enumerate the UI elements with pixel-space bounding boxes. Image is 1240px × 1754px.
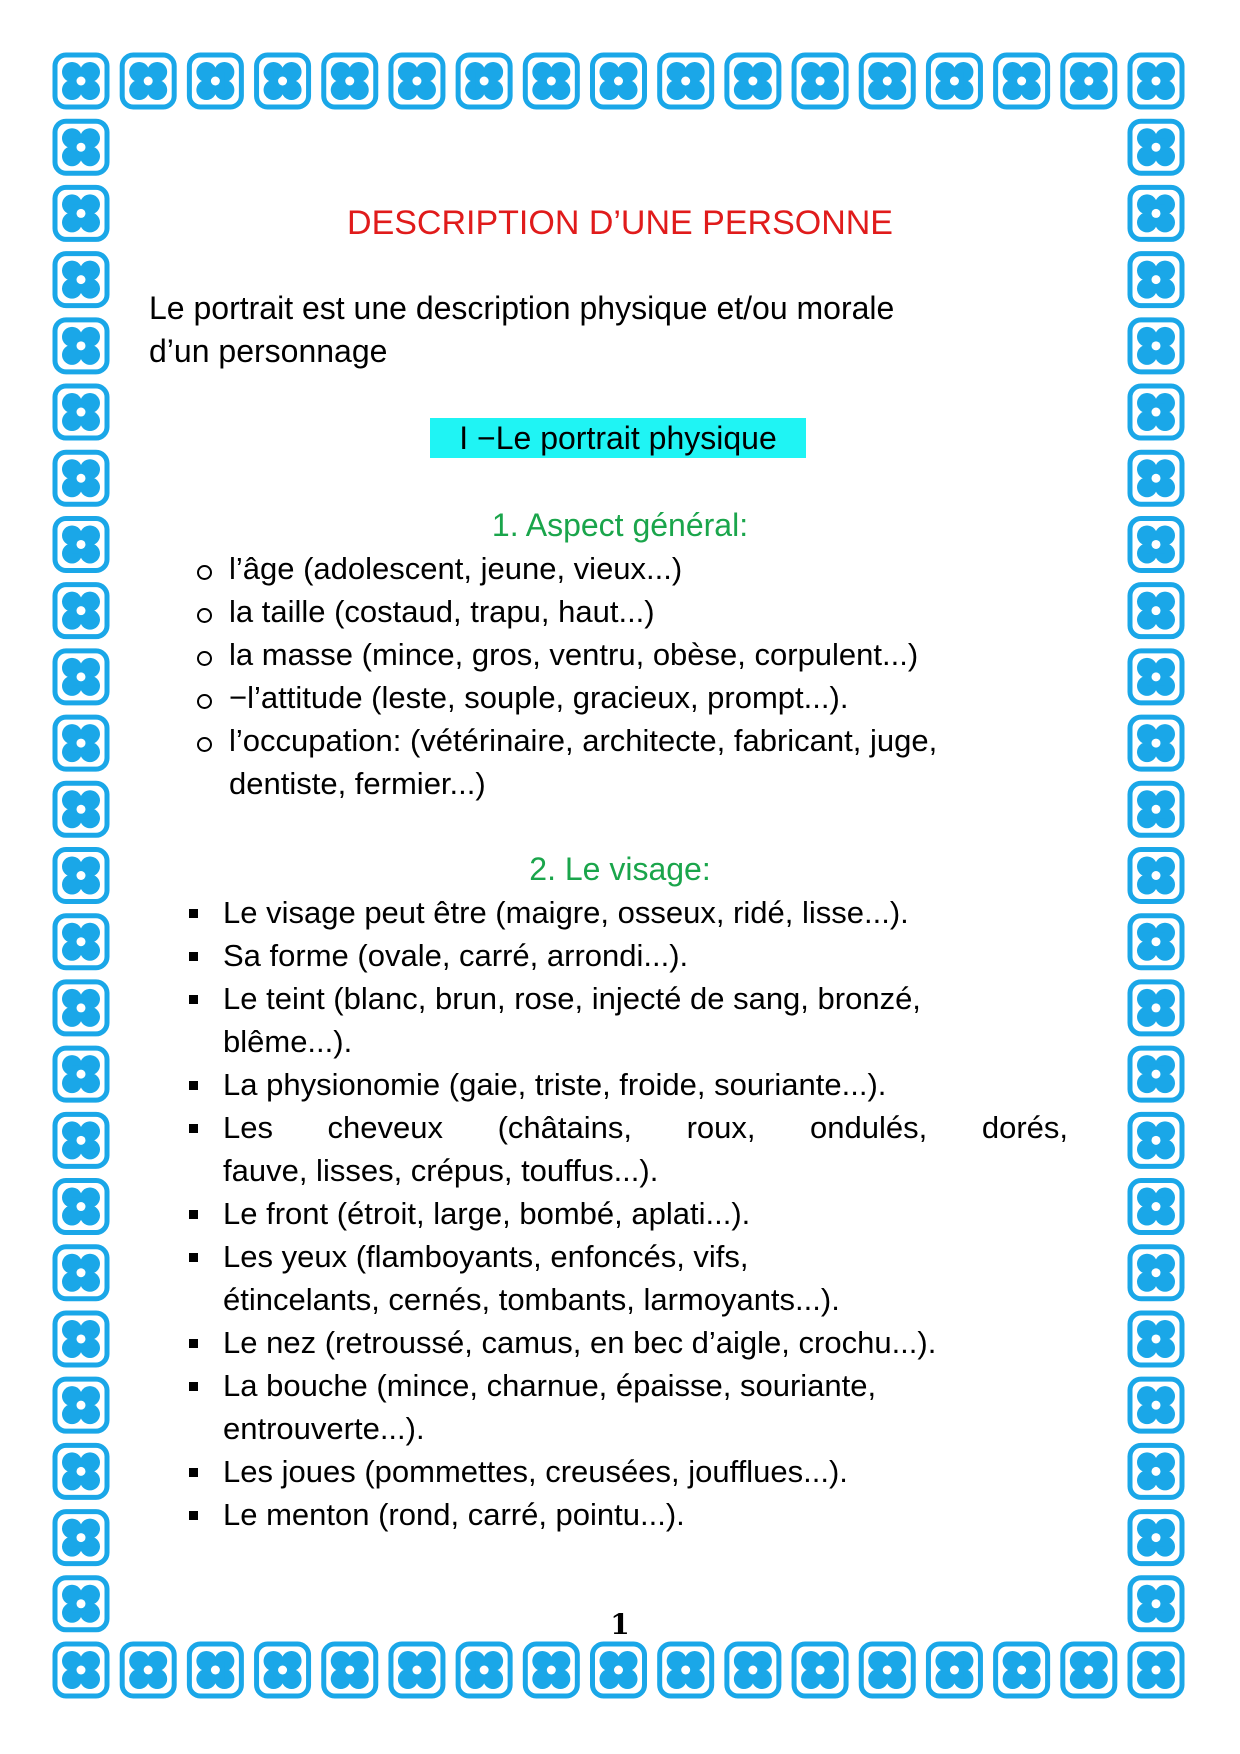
square-bullet-icon: [189, 952, 198, 961]
flower-tile-icon: [660, 1644, 712, 1696]
flower-tile-icon: [257, 1644, 309, 1696]
flower-tile-icon: [593, 1644, 645, 1696]
square-bullet-icon: [189, 1081, 198, 1090]
flower-tile-icon: [1130, 783, 1182, 835]
flower-tile-icon: [391, 55, 443, 107]
flower-tile-icon: [727, 55, 779, 107]
flower-tile-icon: [55, 320, 107, 372]
flower-tile-icon: [55, 783, 107, 835]
list-item-line: La bouche (mince, charnue, épaisse, souriante,: [223, 1368, 877, 1403]
list-item-line: Le nez (retroussé, camus, en bec d’aigle, crochu...).: [223, 1325, 937, 1360]
intro-line-2: d’un personnage: [149, 333, 388, 369]
flower-tile-icon: [1130, 386, 1182, 438]
flower-tile-icon: [593, 55, 645, 107]
square-bullet-icon: [189, 1382, 198, 1391]
flower-tile-icon: [189, 55, 241, 107]
flower-tile-icon: [1130, 1114, 1182, 1166]
flower-tile-icon: [55, 55, 107, 107]
flower-tile-icon: [189, 1644, 241, 1696]
circle-bullet-icon: [197, 694, 212, 709]
flower-tile-icon: [458, 55, 510, 107]
intro-line-1: Le portrait est une description physique et/ou morale: [149, 290, 895, 326]
square-bullet-icon: [189, 995, 198, 1004]
flower-tile-icon: [55, 452, 107, 504]
flower-tile-icon: [1130, 1644, 1182, 1696]
list-item-line: Les joues (pommettes, creusées, joufflues...).: [223, 1454, 848, 1489]
square-bullet-icon: [189, 1339, 198, 1348]
flower-tile-icon: [1130, 1379, 1182, 1431]
flower-tile-icon: [1130, 916, 1182, 968]
flower-tile-icon: [1130, 982, 1182, 1034]
list-item-line: −l’attitude (leste, souple, gracieux, prompt...).: [229, 680, 849, 715]
flower-tile-icon: [55, 1512, 107, 1564]
list-item-line: Sa forme (ovale, carré, arrondi...).: [223, 938, 689, 973]
square-bullet-icon: [189, 1253, 198, 1262]
flower-tile-icon: [1130, 1512, 1182, 1564]
list-item-line: Les cheveux (châtains, roux, ondulés, dorés,: [223, 1110, 1068, 1145]
flower-tile-icon: [794, 1644, 846, 1696]
list-item-line: Le menton (rond, carré, pointu...).: [223, 1497, 685, 1532]
flower-tile-icon: [660, 55, 712, 107]
list-item-line: l’âge (adolescent, jeune, vieux...): [229, 551, 683, 586]
flower-tile-icon: [122, 1644, 174, 1696]
square-bullet-icon: [189, 1511, 198, 1520]
flower-tile-icon: [1130, 55, 1182, 107]
flower-tile-icon: [324, 1644, 376, 1696]
flower-tile-icon: [861, 55, 913, 107]
flower-tile-icon: [55, 1048, 107, 1100]
list-item-line: la taille (costaud, trapu, haut...): [229, 594, 655, 629]
flower-tile-icon: [1130, 320, 1182, 372]
flower-tile-icon: [55, 386, 107, 438]
list-item-line: Les yeux (flamboyants, enfoncés, vifs,: [223, 1239, 749, 1274]
list-item-line: Le visage peut être (maigre, osseux, ridé, lisse...).: [223, 895, 909, 930]
flower-tile-icon: [55, 1247, 107, 1299]
flower-tile-icon: [1130, 1181, 1182, 1233]
flower-tile-icon: [55, 1379, 107, 1431]
list-item-line: étincelants, cernés, tombants, larmoyants...).: [223, 1282, 840, 1317]
flower-tile-icon: [1130, 585, 1182, 637]
flower-tile-icon: [55, 982, 107, 1034]
flower-tile-icon: [928, 1644, 980, 1696]
flower-tile-icon: [55, 1445, 107, 1497]
flower-tile-icon: [1063, 1644, 1115, 1696]
list-item-line: dentiste, fermier...): [229, 766, 486, 801]
circle-bullet-icon: [197, 651, 212, 666]
flower-tile-icon: [55, 1313, 107, 1365]
list-item-line: la masse (mince, gros, ventru, obèse, corpulent...): [229, 637, 919, 672]
flower-tile-icon: [794, 55, 846, 107]
flower-tile-icon: [391, 1644, 443, 1696]
flower-tile-icon: [525, 1644, 577, 1696]
circle-bullet-icon: [197, 737, 212, 752]
circle-bullet-icon: [197, 608, 212, 623]
list-item-line: blême...).: [223, 1024, 353, 1059]
flower-tile-icon: [727, 1644, 779, 1696]
flower-tile-icon: [861, 1644, 913, 1696]
flower-tile-icon: [996, 1644, 1048, 1696]
flower-tile-icon: [1130, 254, 1182, 306]
subheading-aspect-general: 1. Aspect général:: [491, 507, 749, 543]
square-bullet-icon: [189, 909, 198, 918]
flower-tile-icon: [1063, 55, 1115, 107]
page-title: DESCRIPTION D’UNE PERSONNE: [347, 204, 893, 242]
square-bullet-icon: [189, 1124, 198, 1133]
flower-tile-icon: [55, 1114, 107, 1166]
flower-tile-icon: [1130, 1313, 1182, 1365]
flower-tile-icon: [1130, 1048, 1182, 1100]
flower-tile-icon: [525, 55, 577, 107]
flower-tile-icon: [55, 651, 107, 703]
list-item-line: Le teint (blanc, brun, rose, injecté de sang, bronzé,: [223, 981, 921, 1016]
list-item-line: La physionomie (gaie, triste, froide, souriante...).: [223, 1067, 887, 1102]
subheading-visage: 2. Le visage:: [529, 851, 711, 887]
list-item-line: l’occupation: (vétérinaire, architecte, fabricant, juge,: [229, 723, 938, 758]
flower-tile-icon: [1130, 717, 1182, 769]
flower-tile-icon: [458, 1644, 510, 1696]
flower-tile-icon: [55, 717, 107, 769]
list-item-line: entrouverte...).: [223, 1411, 425, 1446]
flower-tile-icon: [1130, 121, 1182, 173]
square-bullet-icon: [189, 1210, 198, 1219]
flower-tile-icon: [996, 55, 1048, 107]
flower-tile-icon: [1130, 452, 1182, 504]
flower-tile-icon: [1130, 1445, 1182, 1497]
circle-bullet-icon: [197, 565, 212, 580]
square-bullet-icon: [189, 1468, 198, 1477]
flower-tile-icon: [324, 55, 376, 107]
page-number: 1: [610, 1608, 630, 1641]
flower-tile-icon: [55, 585, 107, 637]
flower-tile-icon: [55, 254, 107, 306]
flower-tile-icon: [928, 55, 980, 107]
flower-tile-icon: [122, 55, 174, 107]
flower-tile-icon: [257, 55, 309, 107]
flower-tile-icon: [55, 1181, 107, 1233]
flower-tile-icon: [55, 1644, 107, 1696]
list-item-line: Le front (étroit, large, bombé, aplati...).: [223, 1196, 751, 1231]
flower-tile-icon: [55, 916, 107, 968]
flower-tile-icon: [55, 121, 107, 173]
list-item-line: fauve, lisses, crépus, touffus...).: [223, 1153, 659, 1188]
section-heading-portrait-physique: I −Le portrait physique: [430, 418, 806, 458]
flower-tile-icon: [1130, 651, 1182, 703]
flower-tile-icon: [1130, 1247, 1182, 1299]
